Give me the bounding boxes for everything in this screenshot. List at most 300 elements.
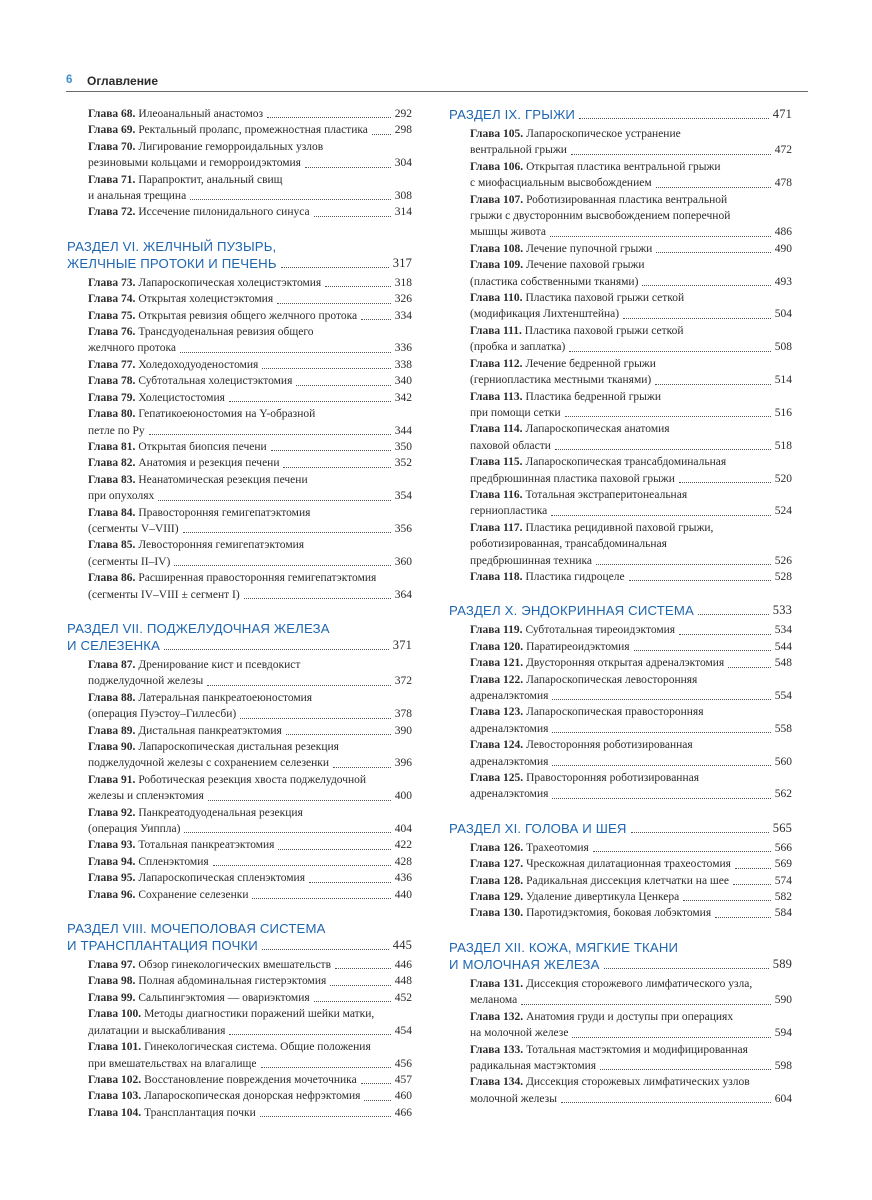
entry-line	[470, 992, 792, 1008]
leader-dots	[333, 767, 391, 768]
toc-entry[interactable]	[449, 454, 792, 487]
chapter-page-number: 466	[394, 1106, 412, 1119]
section-title-cont: ЖЕЛЧНЫЕ ПРОТОКИ И ПЕЧЕНЬ	[67, 255, 277, 271]
chapter-page-number: 582	[774, 891, 792, 904]
leader-dots	[623, 318, 771, 319]
toc-entry[interactable]	[67, 139, 412, 172]
chapter-page-number: 566	[774, 841, 792, 854]
chapter-title-cont: меланома	[470, 994, 518, 1007]
chapter-page-number: 534	[774, 624, 792, 637]
chapter-page-number: 548	[774, 657, 792, 670]
chapter-page-number: 594	[774, 1027, 792, 1040]
toc-entry[interactable]	[67, 308, 412, 324]
chapter-label: Глава 93.	[88, 839, 136, 852]
entry-line	[88, 706, 412, 722]
toc-entry[interactable]	[449, 655, 792, 671]
entry-line	[470, 274, 792, 290]
entry-line	[88, 805, 412, 821]
chapter-label: Глава 91.	[88, 773, 136, 786]
chapter-label: Глава 115.	[470, 456, 523, 469]
chapter-label: Глава 102.	[88, 1073, 142, 1086]
entry-line	[470, 471, 792, 487]
toc-entry[interactable]	[67, 657, 412, 690]
toc-entry[interactable]	[67, 324, 412, 357]
chapter-title-cont: (сегменты II–IV)	[88, 555, 171, 568]
chapter-label: Глава 132.	[470, 1010, 524, 1023]
toc-entry[interactable]	[449, 873, 792, 889]
leader-dots	[683, 900, 771, 901]
leader-dots	[208, 800, 391, 801]
toc-entry[interactable]	[67, 1088, 412, 1104]
chapter-title: Паротидэктомия, боковая лобэктомия	[526, 907, 712, 920]
chapter-label: Глава 100.	[88, 1008, 142, 1021]
chapter-title-cont: герниопластика	[470, 505, 548, 518]
entry-text	[88, 373, 292, 389]
chapter-page-number: 298	[394, 124, 412, 137]
chapter-title: Пластика гидроцеле	[525, 570, 625, 583]
entry-line	[470, 159, 792, 175]
entry-line	[88, 188, 412, 204]
leader-dots	[572, 1037, 770, 1038]
entry-line	[470, 175, 792, 191]
chapter-title: Тотальная экстраперитонеальная	[525, 488, 688, 501]
chapter-label: Глава 95.	[88, 872, 136, 885]
toc-entry[interactable]	[449, 639, 792, 655]
toc-entry[interactable]	[449, 1042, 792, 1075]
leader-dots	[296, 385, 390, 386]
toc-entry[interactable]	[67, 973, 412, 989]
chapter-title-cont: предбрюшинная техника	[470, 554, 593, 567]
entry-line	[88, 439, 412, 455]
entry-text	[88, 957, 331, 973]
toc-entry[interactable]	[67, 690, 412, 723]
chapter-page-number: 326	[394, 293, 412, 306]
chapter-title: Трахеотомия	[526, 841, 589, 854]
entry-line	[88, 308, 412, 324]
toc-entry[interactable]	[449, 520, 792, 569]
chapter-title: Паратиреоидэктомия	[526, 640, 630, 653]
chapter-title: Лапароскопическое устранение	[526, 128, 681, 140]
entry-text	[88, 505, 310, 521]
leader-dots	[240, 718, 390, 719]
chapter-title-cont: вентральной грыжи	[470, 144, 567, 157]
chapter-title-cont: (пробка и заплатка)	[470, 341, 566, 354]
leader-dots	[158, 500, 390, 501]
section-title-cont: И ТРАНСПЛАНТАЦИЯ ПОЧКИ	[67, 938, 258, 954]
section-heading	[67, 238, 412, 272]
section-title-line	[67, 620, 412, 637]
toc-entry[interactable]	[67, 854, 412, 870]
chapter-title-cont: молочной железы	[470, 1092, 557, 1105]
chapter-title-cont: адреналэктомия	[470, 755, 549, 768]
toc-entry[interactable]	[449, 856, 792, 872]
toc-entry[interactable]	[67, 1072, 412, 1088]
section-title: РАЗДЕЛ IX. ГРЫЖИ	[449, 107, 576, 122]
chapter-title-cont: (операция Пуэстоу–Гиллесби)	[88, 708, 237, 721]
chapter-page-number: 493	[774, 275, 792, 288]
chapter-label: Глава 87.	[88, 658, 136, 671]
leader-dots	[552, 798, 770, 799]
leader-dots	[283, 467, 390, 468]
entry-line	[88, 357, 412, 373]
entry-text	[470, 1009, 733, 1025]
chapter-label: Глава 70.	[88, 140, 136, 153]
leader-dots	[565, 416, 771, 417]
entry-line	[470, 976, 792, 992]
entry-line	[88, 788, 412, 804]
chapter-label: Глава 104.	[88, 1106, 142, 1119]
entry-line	[470, 1025, 792, 1041]
entry-text	[470, 655, 724, 671]
chapter-title-cont: грыжи с двусторонним высвобождением поперечной	[470, 210, 731, 223]
chapter-label: Глава 101.	[88, 1041, 142, 1054]
chapter-page-number: 524	[774, 505, 792, 518]
toc-entry[interactable]	[67, 887, 412, 903]
chapter-title: Удаление дивертикула Ценкера	[526, 891, 680, 904]
entry-line	[88, 1072, 412, 1088]
toc-entry[interactable]	[449, 770, 792, 803]
toc-entry[interactable]	[449, 905, 792, 921]
chapter-page-number: 584	[774, 907, 792, 920]
toc-entry[interactable]	[67, 357, 412, 373]
toc-entry[interactable]	[449, 737, 792, 770]
chapter-title: Левосторонняя гемигепатэктомия	[138, 539, 305, 552]
chapter-label: Глава 109.	[470, 259, 524, 272]
chapter-page-number: 396	[394, 757, 412, 770]
toc-entry[interactable]	[67, 837, 412, 853]
leader-dots	[330, 985, 390, 986]
toc-entry[interactable]	[449, 323, 792, 356]
section-page-number: 317	[392, 255, 412, 270]
section-title-cont: И МОЛОЧНАЯ ЖЕЛЕЗА	[449, 956, 600, 972]
entry-text	[470, 487, 687, 503]
chapter-title: Диссекция сторожевого лимфатического узла,	[526, 977, 753, 990]
chapter-title: Лигирование геморроидальных узлов	[138, 140, 324, 153]
chapter-title-cont: и анальная трещина	[88, 190, 187, 203]
chapter-page-number: 422	[394, 839, 412, 852]
toc-entry[interactable]	[67, 957, 412, 973]
entry-text	[88, 390, 225, 406]
entry-line	[470, 487, 792, 503]
toc-entry[interactable]	[449, 159, 792, 192]
entry-line	[88, 1023, 412, 1039]
toc-entry[interactable]	[67, 122, 412, 138]
chapter-title: Пластика паховой грыжи сеткой	[524, 324, 684, 337]
leader-dots	[596, 564, 771, 565]
leader-dots	[679, 634, 771, 635]
toc-entry[interactable]	[449, 1009, 792, 1042]
chapter-page-number: 446	[394, 959, 412, 972]
toc-entry[interactable]	[449, 356, 792, 389]
toc-entry[interactable]	[67, 390, 412, 406]
chapter-page-number: 452	[394, 991, 412, 1004]
toc-entry[interactable]	[449, 290, 792, 323]
section-title-line	[67, 637, 412, 654]
chapter-page-number: 436	[394, 872, 412, 885]
entry-line	[88, 275, 412, 291]
toc-entry[interactable]	[449, 487, 792, 520]
toc-entry[interactable]	[67, 472, 412, 505]
chapter-page-number: 456	[394, 1057, 412, 1070]
entry-text	[470, 454, 726, 470]
toc-entry[interactable]	[67, 1006, 412, 1039]
toc-entry[interactable]	[449, 672, 792, 705]
chapter-title: Холецистостомия	[138, 391, 225, 404]
chapter-page-number: 360	[394, 555, 412, 568]
chapter-label: Глава 84.	[88, 506, 136, 519]
chapter-page-number: 528	[774, 570, 792, 583]
chapter-title: Роботическая резекция хвоста поджелудочной	[138, 773, 367, 786]
entry-line	[470, 1058, 792, 1074]
entry-text	[470, 569, 625, 585]
leader-dots	[252, 898, 390, 899]
chapter-title: Левосторонняя роботизированная	[526, 739, 693, 752]
section-title-line	[67, 238, 412, 255]
toc-entry[interactable]	[449, 192, 792, 241]
chapter-label: Глава 133.	[470, 1043, 524, 1056]
chapter-title: Правосторонняя гемигепатэктомия	[138, 506, 311, 519]
chapter-page-number: 378	[394, 708, 412, 721]
entry-line	[88, 291, 412, 307]
chapter-title-cont: железы и спленэктомия	[88, 790, 204, 803]
entry-line	[470, 405, 792, 421]
leader-dots	[728, 667, 771, 668]
running-title: Оглавление	[87, 74, 158, 88]
leader-dots	[656, 252, 770, 253]
entry-text	[88, 772, 366, 788]
entry-line	[88, 455, 412, 471]
chapter-label: Глава 128.	[470, 874, 524, 887]
chapter-title: Лапароскопическая донорская нефрэктомия	[144, 1090, 361, 1103]
chapter-label: Глава 88.	[88, 691, 136, 704]
section-title: РАЗДЕЛ VIII. МОЧЕПОЛОВАЯ СИСТЕМА	[67, 921, 326, 937]
chapter-label: Глава 96.	[88, 888, 136, 901]
toc-entry[interactable]	[449, 257, 792, 290]
entry-text	[470, 873, 729, 889]
section-title: РАЗДЕЛ VII. ПОДЖЕЛУДОЧНАЯ ЖЕЛЕЗА	[67, 620, 330, 636]
entry-line	[88, 673, 412, 689]
chapter-page-number: 342	[394, 391, 412, 404]
entry-line	[470, 520, 792, 536]
entry-text	[470, 159, 721, 175]
entry-text	[88, 570, 376, 586]
leader-dots	[593, 851, 771, 852]
section-title-line	[67, 920, 412, 937]
leader-dots	[571, 154, 771, 155]
entry-text	[88, 204, 310, 220]
chapter-title: Трансдуоденальная ревизия общего	[138, 326, 314, 339]
toc-entry[interactable]	[67, 870, 412, 886]
entry-line	[88, 1039, 412, 1055]
entry-line	[88, 1006, 412, 1022]
chapter-title-cont: паховой области	[470, 439, 551, 452]
toc-entry[interactable]	[449, 569, 792, 585]
toc-entry[interactable]	[67, 106, 412, 122]
entry-text	[88, 723, 282, 739]
chapter-page-number: 598	[774, 1059, 792, 1072]
section-title-line	[449, 956, 792, 973]
toc-entry[interactable]	[67, 204, 412, 220]
toc-entry[interactable]	[67, 772, 412, 805]
toc-entry[interactable]	[67, 570, 412, 603]
leader-dots	[655, 384, 771, 385]
section-title: РАЗДЕЛ XII. КОЖА, МЯГКИЕ ТКАНИ	[449, 939, 679, 955]
chapter-title: Лапароскопическая холецистэктомия	[138, 276, 322, 289]
leader-dots	[361, 1083, 391, 1084]
toc-entry[interactable]	[67, 505, 412, 538]
toc-entry[interactable]	[449, 622, 792, 638]
chapter-page-number: 590	[774, 994, 792, 1007]
chapter-page-number: 490	[774, 242, 792, 255]
entry-text	[470, 323, 684, 339]
toc-entry[interactable]	[67, 291, 412, 307]
section-title-line	[67, 937, 412, 954]
toc-entry[interactable]	[449, 889, 792, 905]
chapter-title: Пластика бедренной грыжи	[525, 390, 662, 403]
chapter-page-number: 318	[394, 276, 412, 289]
chapter-label: Глава 121.	[470, 657, 524, 670]
entry-line	[470, 454, 792, 470]
chapter-title: Роботизированная пластика вентральной	[526, 193, 728, 206]
chapter-title: Субтотальная тиреоидэктомия	[525, 624, 676, 637]
chapter-title: Лечение пупочной грыжи	[526, 242, 653, 255]
entry-text	[88, 990, 310, 1006]
entry-text	[470, 192, 727, 208]
chapter-title-cont: (модификация Лихтенштейна)	[470, 308, 620, 321]
toc-entry[interactable]	[67, 723, 412, 739]
toc-entry[interactable]	[449, 241, 792, 257]
leader-dots	[552, 732, 770, 733]
entry-line	[470, 639, 792, 655]
chapter-page-number: 514	[774, 374, 792, 387]
entry-line	[88, 755, 412, 771]
entry-text	[470, 421, 670, 437]
entry-line	[88, 854, 412, 870]
entry-text	[470, 389, 661, 405]
chapter-page-number: 352	[394, 457, 412, 470]
section-page-number: 589	[772, 956, 792, 971]
chapter-page-number: 364	[394, 588, 412, 601]
section-title-line	[449, 106, 792, 123]
chapter-label: Глава 90.	[88, 741, 136, 753]
chapter-title: Чрескожная дилатационная трахеостомия	[526, 858, 731, 871]
chapter-label: Глава 74.	[88, 293, 136, 306]
chapter-label: Глава 125.	[470, 772, 524, 785]
section-title: РАЗДЕЛ X. ЭНДОКРИННАЯ СИСТЕМА	[449, 603, 694, 619]
chapter-title: Тотальная мастэктомия и модифицированная	[526, 1043, 748, 1056]
entry-line	[88, 990, 412, 1006]
entry-line	[88, 521, 412, 537]
chapter-title-cont: адреналэктомия	[470, 788, 549, 801]
chapter-label: Глава 106.	[470, 160, 524, 173]
chapter-page-number: 372	[394, 675, 412, 688]
entry-line	[470, 1091, 792, 1107]
entry-text	[88, 291, 273, 307]
chapter-title: Пластика рецидивной паховой грыжи,	[525, 521, 714, 534]
toc-entry[interactable]	[449, 126, 792, 159]
leader-dots	[555, 449, 771, 450]
entry-line	[88, 870, 412, 886]
chapter-label: Глава 127.	[470, 858, 524, 871]
chapter-title: Субтотальная холецистэктомия	[138, 375, 293, 388]
entry-text	[88, 1039, 371, 1055]
chapter-title-cont: при вмешательствах на влагалище	[88, 1057, 257, 1070]
toc-entry[interactable]	[67, 275, 412, 291]
entry-line	[88, 587, 412, 603]
toc-entry[interactable]	[67, 1105, 412, 1121]
section-page-number: 565	[772, 820, 792, 835]
leader-dots	[561, 1102, 771, 1103]
entry-line	[88, 204, 412, 220]
chapter-page-number: 292	[394, 108, 412, 120]
toc-entry[interactable]	[67, 739, 412, 772]
chapter-label: Глава 107.	[470, 193, 524, 206]
leader-dots	[656, 187, 771, 188]
toc-entry[interactable]	[67, 406, 412, 439]
section-title: РАЗДЕЛ XI. ГОЛОВА И ШЕЯ	[449, 820, 627, 836]
chapter-label: Глава 72.	[88, 206, 136, 219]
entry-line	[470, 323, 792, 339]
leader-dots	[207, 685, 390, 686]
toc-entry[interactable]	[67, 990, 412, 1006]
entry-line	[88, 821, 412, 837]
chapter-title: Неанатомическая резекция печени	[138, 473, 308, 486]
chapter-label: Глава 118.	[470, 570, 523, 583]
chapter-title: Холедоходуоденостомия	[138, 358, 259, 371]
chapter-title: Анатомия и резекция печени	[138, 457, 280, 470]
entry-line	[470, 1074, 792, 1090]
chapter-label: Глава 97.	[88, 959, 136, 972]
toc-entry[interactable]	[67, 172, 412, 205]
section-heading	[67, 620, 412, 654]
entry-text	[470, 1042, 748, 1058]
chapter-page-number: 504	[774, 308, 792, 321]
toc-entry[interactable]	[67, 373, 412, 389]
chapter-title-cont: резиновыми кольцами и геморроидэктомия	[88, 157, 301, 170]
leader-dots	[335, 968, 391, 969]
leader-dots	[314, 216, 391, 217]
entry-line	[470, 688, 792, 704]
section-page-number: 533	[772, 603, 792, 618]
entry-line	[88, 505, 412, 521]
chapter-page-number: 508	[774, 341, 792, 354]
chapter-label: Глава 130.	[470, 907, 524, 920]
toc-entry[interactable]	[449, 421, 792, 454]
toc-entry[interactable]	[449, 704, 792, 737]
entry-line	[470, 438, 792, 454]
leader-dots	[309, 882, 391, 883]
entry-text	[470, 770, 699, 786]
toc-entry[interactable]	[67, 1039, 412, 1072]
toc-entry[interactable]	[449, 389, 792, 422]
entry-text	[88, 472, 308, 488]
toc-entry[interactable]	[67, 537, 412, 570]
chapter-title: Дистальная панкреатэктомия	[138, 724, 282, 737]
toc-entry[interactable]	[449, 976, 792, 1009]
toc-entry[interactable]	[67, 439, 412, 455]
chapter-title-cont: предбрюшинная пластика паховой грыжи	[470, 472, 675, 485]
toc-entry[interactable]	[67, 805, 412, 838]
entry-line	[470, 873, 792, 889]
section-page-number: 371	[392, 637, 412, 652]
toc-entry[interactable]	[449, 840, 792, 856]
toc-entry[interactable]	[449, 1074, 792, 1107]
leader-dots	[174, 565, 390, 566]
entry-text	[470, 639, 630, 655]
leader-dots	[229, 1034, 390, 1035]
entry-line	[88, 887, 412, 903]
toc-entry[interactable]	[67, 455, 412, 471]
